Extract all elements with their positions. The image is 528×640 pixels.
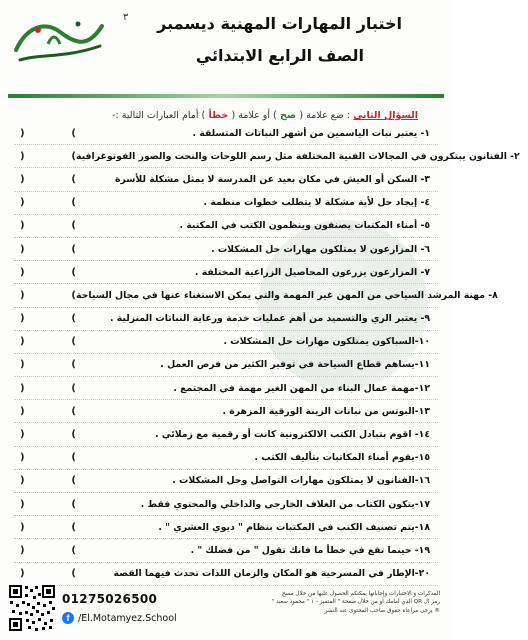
answer-brackets[interactable]: [14, 128, 76, 139]
bracket-close: ): [20, 197, 25, 209]
answer-brackets[interactable]: [14, 336, 76, 347]
statement-row: [14, 447, 438, 470]
statement-text: ١٢-مهمة عمال البناء من المهن الغير مهمة في المجتمع .: [173, 382, 430, 394]
statement-row: [14, 563, 438, 586]
instruction-part2: ) أو علامة (: [231, 110, 277, 121]
statement-text: ١٦-الفنانون لا يمتلكون مهارات التواصل وحل المشكلات .: [172, 475, 430, 487]
bracket-close: ): [20, 243, 25, 255]
answer-brackets[interactable]: [14, 522, 76, 533]
statement-row: [14, 284, 498, 307]
bracket-close: ): [20, 498, 25, 510]
statement-row: [14, 122, 438, 145]
answer-brackets[interactable]: [14, 475, 76, 486]
statement-row: [14, 493, 438, 516]
answer-brackets[interactable]: [14, 429, 76, 440]
bracket-open: (: [71, 521, 76, 533]
bracket-open: (: [71, 197, 76, 209]
statement-row: [14, 215, 438, 238]
answer-brackets[interactable]: [14, 359, 76, 370]
facebook-icon: f: [62, 612, 74, 624]
statement-row: [14, 516, 438, 539]
footer-note-line2: رمز ال QR الذي أمامك أو من خلال صفحة " المتميز - ١ " محمود سعيد ": [271, 599, 440, 606]
page-number: ٣: [123, 12, 129, 23]
bracket-close: ): [20, 289, 25, 301]
answer-brackets[interactable]: [14, 151, 76, 162]
bracket-open: (: [71, 127, 76, 139]
bracket-open: (: [71, 452, 76, 464]
brand-logo: [8, 10, 108, 70]
statement-row: [14, 423, 438, 446]
question-instruction: [112, 110, 418, 121]
false-mark-label: خطأ: [208, 110, 229, 121]
statement-row: [14, 145, 520, 168]
bracket-open: (: [71, 220, 76, 232]
statement-list: [14, 122, 520, 586]
statement-row: [14, 168, 438, 191]
qr-code-image: [8, 584, 56, 632]
answer-brackets[interactable]: [14, 313, 76, 324]
statement-text: ٥- أمناء المكتبات يصنفون وينظمون الكتب في المكتبة .: [179, 220, 430, 232]
bracket-open: (: [71, 289, 76, 301]
statement-row: [14, 308, 438, 331]
bracket-close: ): [20, 475, 25, 487]
bracket-open: (: [71, 336, 76, 348]
bracket-open: (: [71, 243, 76, 255]
instruction-part1: : ضع علامة (: [299, 110, 350, 121]
answer-brackets[interactable]: [14, 290, 76, 301]
answer-brackets[interactable]: [14, 197, 76, 208]
bracket-open: (: [71, 150, 76, 162]
statement-text: ٢- الفنانون يبتكرون في المجالات الفنية المختلفة مثل رسم اللوحات والنحت والصور الفوتوغرافية: [76, 150, 520, 162]
bracket-open: (: [71, 544, 76, 556]
instruction-part3: ) أمام العبارات التالية :-: [112, 110, 206, 121]
bracket-close: ): [20, 127, 25, 139]
bracket-open: (: [71, 359, 76, 371]
answer-brackets[interactable]: [14, 220, 76, 231]
statement-text: ١٥-يقوم أمناء المكاتبات بتأليف الكتب .: [254, 452, 430, 464]
statement-text: ١٩- حينما تقع في خطأ ما فانك تقول " من فضلك " .: [190, 544, 430, 556]
phone-number: 01275026500: [62, 592, 158, 606]
header-divider: [8, 94, 444, 98]
answer-brackets[interactable]: [14, 568, 76, 579]
bracket-close: ): [20, 173, 25, 185]
footer-note: [230, 590, 440, 615]
answer-brackets[interactable]: [14, 406, 76, 417]
bracket-close: ): [20, 405, 25, 417]
bracket-close: ): [20, 452, 25, 464]
bracket-close: ): [20, 429, 25, 441]
footer-note-line1: المذكرات و الاختبارات وإجاباتها يمكنكم الحصول عليها من خلال مسح: [282, 591, 440, 597]
statement-row: [14, 238, 438, 261]
bracket-close: ): [20, 359, 25, 371]
bracket-open: (: [71, 475, 76, 487]
bracket-close: ): [20, 568, 25, 580]
statement-row: [14, 377, 438, 400]
bracket-close: ): [20, 150, 25, 162]
statement-text: ٨- مهنة المرشد السياحي من المهن غير المهمة والتي يمكن الاستغناء عنها في مجال السياحة: [76, 289, 498, 301]
answer-brackets[interactable]: [14, 545, 76, 556]
facebook-page-name: /El.Motamyez.School: [78, 612, 177, 624]
answer-brackets[interactable]: [14, 244, 76, 255]
facebook-link[interactable]: [62, 612, 177, 624]
statement-text: ٦- المزارعون لا يمتلكون مهارات حل المشكلات .: [211, 243, 430, 255]
statement-text: ٩- يعتبر الري والتسميد من أهم عمليات خدمة ورعاية النباتات المنزلية .: [110, 313, 430, 325]
statement-text: ١٠-السباكون يمتلكون مهارات حل المشكلات .: [223, 336, 430, 348]
statement-text: ١٨-يتم تصنيف الكتب في المكتبات بنظام " ديوي العشري " .: [158, 521, 430, 533]
bracket-close: ): [20, 266, 25, 278]
bracket-open: (: [71, 173, 76, 185]
answer-brackets[interactable]: [14, 383, 76, 394]
bracket-open: (: [71, 266, 76, 278]
bracket-open: (: [71, 429, 76, 441]
statement-text: ٢٠-الإطار في المسرحية هو المكان والزمان اللذات تحدث فيهما القصة: [113, 568, 430, 580]
statement-row: [14, 400, 438, 423]
statement-text: ١- يعتبر نبات الياسمين من أشهر النباتات المتسلقة .: [192, 127, 430, 139]
bracket-open: (: [71, 382, 76, 394]
statement-text: ٣- السكن أو العيش في مكان بعيد عن المدرسة لا يمثل مشكلة للأسرة: [115, 173, 430, 185]
statement-text: ٤- إيجاد حل لأية مشكلة لا يتطلب خطوات منظمة .: [203, 197, 430, 209]
statement-text: ١١-يساهم قطاع السياحة في توفير الكثير من فرص العمل .: [160, 359, 430, 371]
answer-brackets[interactable]: [14, 174, 76, 185]
statement-row: [14, 470, 438, 493]
footer-note-line3: ® يرجى مراعاة حقوق صاحب المحتوى عند النشر: [324, 607, 440, 614]
statement-row: [14, 331, 438, 354]
bracket-close: ): [20, 544, 25, 556]
statement-row: [14, 539, 438, 562]
true-mark-label: صح: [280, 110, 297, 121]
exam-title: اختبار المهارات المهنية ديسمبر: [157, 14, 402, 33]
bracket-open: (: [71, 498, 76, 510]
answer-brackets[interactable]: [14, 267, 76, 278]
statement-text: ١٣-البوتس من نباتات الزينة الورقية المزهرة .: [222, 405, 430, 417]
answer-brackets[interactable]: [14, 499, 76, 510]
qr-code: [8, 584, 58, 632]
grade-title: الصف الرابع الابتدائي: [195, 46, 364, 65]
statement-text: ١٤- اقوم بتبادل الكتب الالكترونية كانت أو رقمية مع زملائي .: [155, 429, 430, 441]
answer-brackets[interactable]: [14, 452, 76, 463]
bracket-close: ): [20, 521, 25, 533]
statement-row: [14, 261, 438, 284]
question-heading: السؤال الثاني: [353, 110, 418, 121]
bracket-close: ): [20, 220, 25, 232]
statement-text: ٧- المزارعون يزرعون المحاصيل الزراعية المختلفة .: [194, 266, 430, 278]
bracket-open: (: [71, 313, 76, 325]
bracket-close: ): [20, 313, 25, 325]
statement-row: [14, 354, 438, 377]
bracket-open: (: [71, 568, 76, 580]
bracket-open: (: [71, 405, 76, 417]
statement-text: ١٧-يتكون الكتاب من الغلاف الخارجي والداخلي والمحتوي فقط .: [140, 498, 430, 510]
statement-row: [14, 192, 438, 215]
bracket-close: ): [20, 336, 25, 348]
bracket-close: ): [20, 382, 25, 394]
